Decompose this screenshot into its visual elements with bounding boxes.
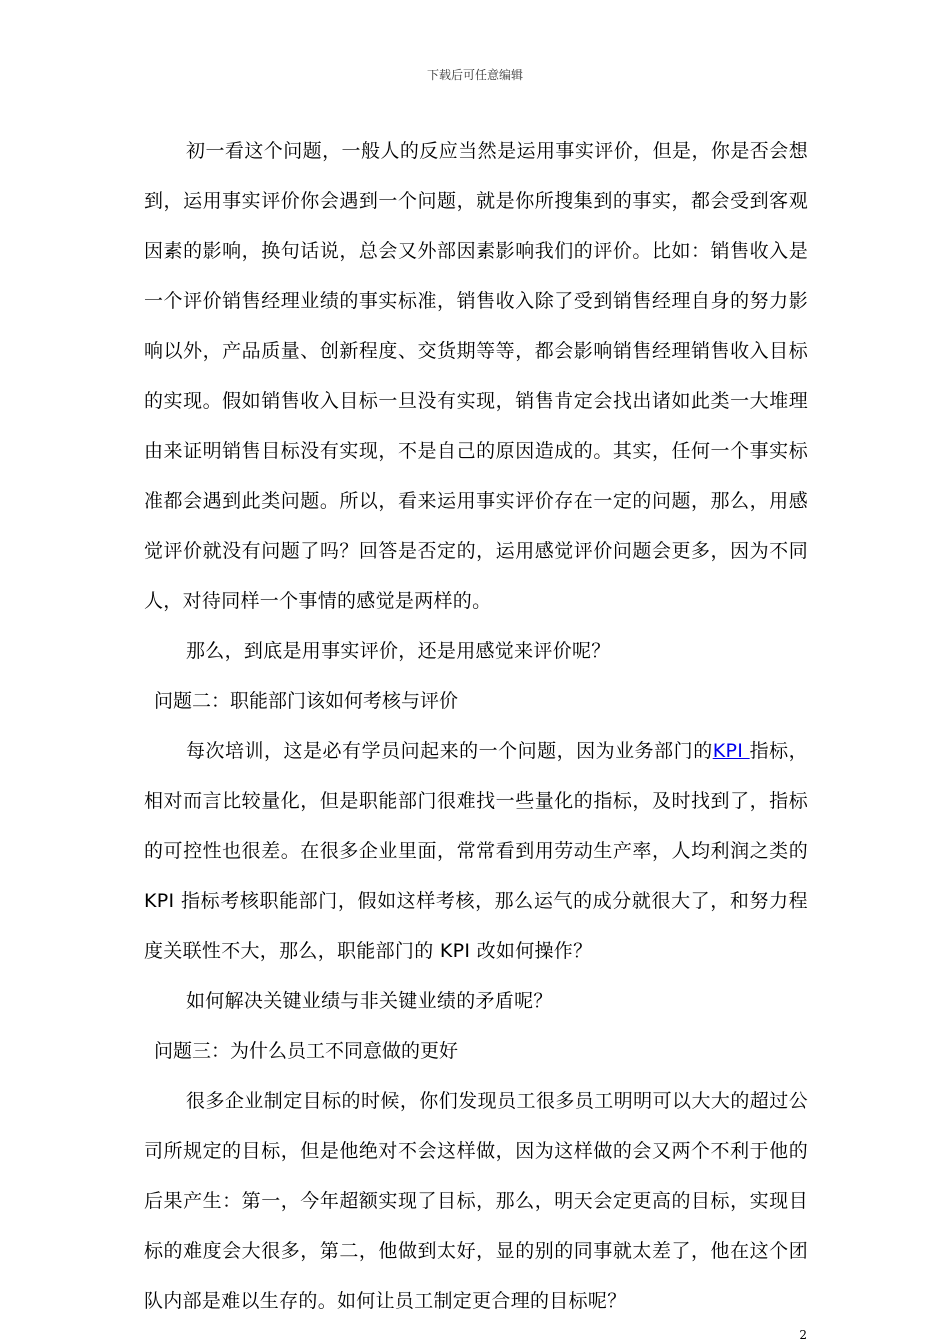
paragraph-key-performance-question: 如何解决关键业绩与非关键业绩的矛盾呢？	[186, 990, 553, 1012]
header-note: 下载后可任意编辑	[426, 68, 523, 82]
page-number: 2	[799, 1328, 807, 1342]
paragraph-text-after-link: 指标，相对而言比较量化，但是职能部门很难找一些量化的指标，及时找到了，指标的可控性也很差。在很多企业里面，常常看到用劳动生产率，人均利润之类的KPI 指标考核职能部门，假如这样考核，那么运气的成分就很大了，和努力程度关联性不大，那么，职能部门的 KPI 改如何操作？	[144, 740, 808, 962]
paragraph-question: 那么，到底是用事实评价，还是用感觉来评价呢？	[186, 640, 611, 662]
paragraph-text-before-link: 每次培训，这是必有学员问起来的一个问题，因为业务部门的	[186, 740, 713, 762]
kpi-link[interactable]: KPI	[712, 740, 750, 762]
paragraph-functional-departments	[144, 726, 808, 976]
paragraph-fact-vs-feeling: 初一看这个问题，一般人的反应当然是运用事实评价，但是，你是否会想到，运用事实评价你会遇到一个问题，就是你所搜集到的事实，都会受到客观因素的影响，换句话说，总会又外部因素影响我们的评价。比如：销售收入是一个评价销售经理业绩的事实标准，销售收入除了受到销售经理自身的努力影响以外，产品质量、创新程度、交货期等等，都会影响销售经理销售收入目标的实现。假如销售收入目标一旦没有实现，销售肯定会找出诸如此类一大堆理由来证明销售目标没有实现，不是自己的原因造成的。其实，任何一个事实标准都会遇到此类问题。所以，看来运用事实评价存在一定的问题，那么，用感觉评价就没有问题了吗？回答是否定的，运用感觉评价问题会更多，因为不同人，对待同样一个事情的感觉是两样的。	[144, 140, 808, 612]
heading-question-three: 问题三：为什么员工不同意做的更好	[154, 1040, 459, 1062]
paragraph-employee-targets: 很多企业制定目标的时候，你们发现员工很多员工明明可以大大的超过公司所规定的目标，但是他绝对不会这样做，因为这样做的会又两个不利于他的后果产生：第一，今年超额实现了目标，那么，明天会定更高的目标，实现目标的难度会大很多，第二，他做到太好，显的别的同事就太差了，他在这个团队内部是难以生存的。如何让员工制定更合理的目标呢？	[144, 1090, 808, 1312]
document-body	[144, 126, 808, 1326]
heading-question-two: 问题二：职能部门该如何考核与评价	[154, 690, 459, 712]
